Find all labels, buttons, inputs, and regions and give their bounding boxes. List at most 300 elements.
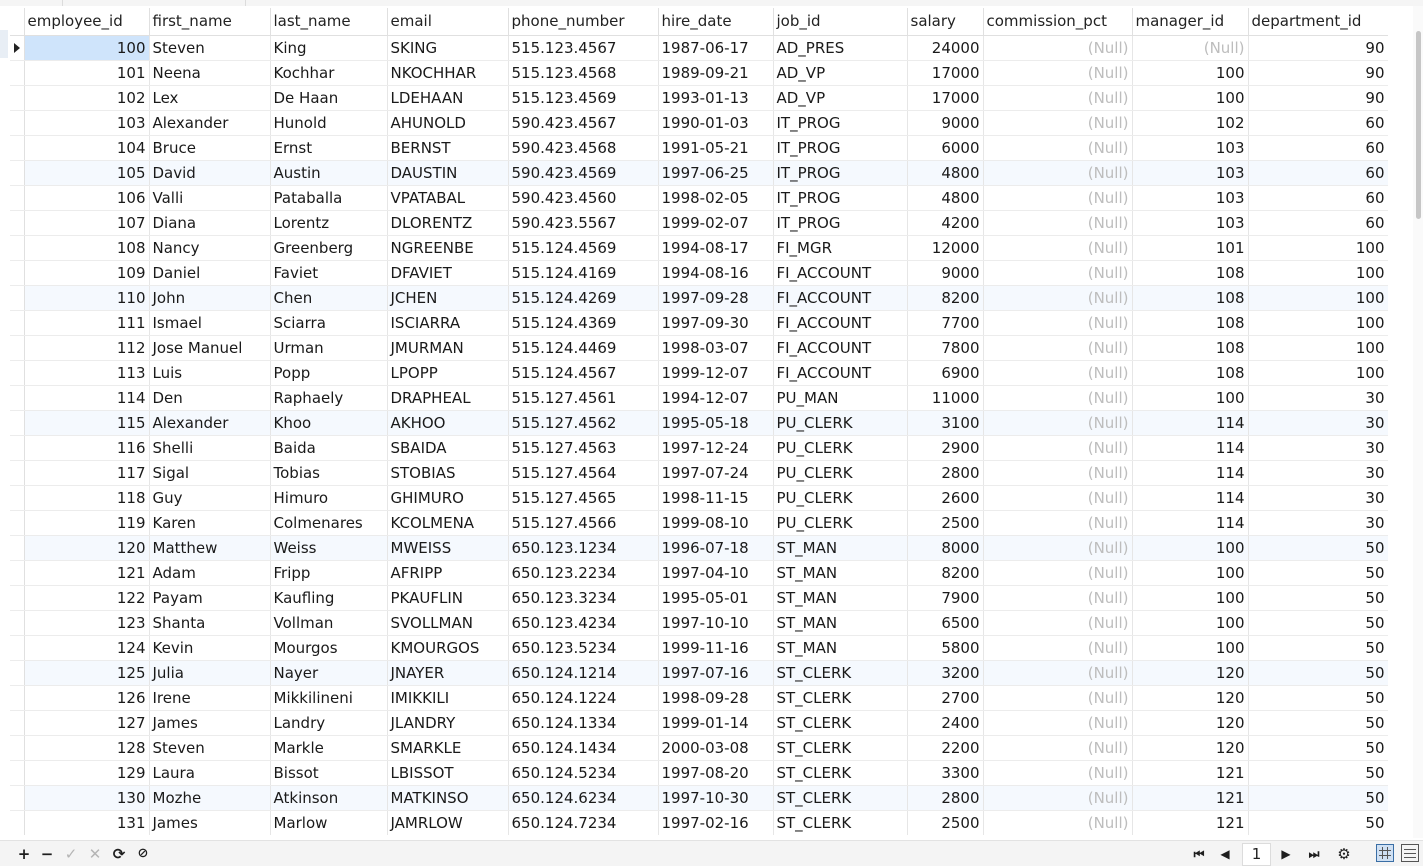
cell-manager_id[interactable]: 114 xyxy=(1132,485,1248,510)
cell-department_id[interactable]: 50 xyxy=(1248,735,1388,760)
row-indicator[interactable] xyxy=(10,710,24,735)
cell-first_name[interactable]: Ismael xyxy=(149,310,270,335)
cell-first_name[interactable]: Neena xyxy=(149,60,270,85)
cell-employee_id[interactable]: 115 xyxy=(24,410,149,435)
cell-last_name[interactable]: Fripp xyxy=(270,560,387,585)
cell-commission_pct[interactable]: (Null) xyxy=(983,485,1132,510)
cell-first_name[interactable]: Alexander xyxy=(149,410,270,435)
cell-salary[interactable]: 2500 xyxy=(907,810,983,835)
refresh-icon[interactable]: ⟳ xyxy=(112,845,126,863)
cell-manager_id[interactable]: 100 xyxy=(1132,560,1248,585)
cell-job_id[interactable]: PU_CLERK xyxy=(773,485,907,510)
cell-department_id[interactable]: 50 xyxy=(1248,635,1388,660)
cell-salary[interactable]: 17000 xyxy=(907,85,983,110)
cell-last_name[interactable]: Nayer xyxy=(270,660,387,685)
cell-employee_id[interactable]: 101 xyxy=(24,60,149,85)
cell-commission_pct[interactable]: (Null) xyxy=(983,460,1132,485)
cell-employee_id[interactable]: 129 xyxy=(24,760,149,785)
cell-job_id[interactable]: ST_MAN xyxy=(773,560,907,585)
cell-job_id[interactable]: IT_PROG xyxy=(773,185,907,210)
cell-email[interactable]: ISCIARRA xyxy=(387,310,508,335)
cell-department_id[interactable]: 30 xyxy=(1248,510,1388,535)
cell-hire_date[interactable]: 1999-12-07 xyxy=(658,360,773,385)
cell-salary[interactable]: 7800 xyxy=(907,335,983,360)
cell-first_name[interactable]: Jose Manuel xyxy=(149,335,270,360)
cell-last_name[interactable]: Urman xyxy=(270,335,387,360)
cell-commission_pct[interactable]: (Null) xyxy=(983,360,1132,385)
cell-first_name[interactable]: Payam xyxy=(149,585,270,610)
cell-job_id[interactable]: FI_ACCOUNT xyxy=(773,360,907,385)
table-row[interactable] xyxy=(10,260,1388,285)
cell-hire_date[interactable]: 1998-11-15 xyxy=(658,485,773,510)
cell-email[interactable]: JLANDRY xyxy=(387,710,508,735)
cell-job_id[interactable]: AD_VP xyxy=(773,85,907,110)
cell-first_name[interactable]: Steven xyxy=(149,735,270,760)
cell-salary[interactable]: 2500 xyxy=(907,510,983,535)
cell-department_id[interactable]: 50 xyxy=(1248,610,1388,635)
cell-job_id[interactable]: PU_CLERK xyxy=(773,410,907,435)
cell-employee_id[interactable]: 119 xyxy=(24,510,149,535)
cell-job_id[interactable]: IT_PROG xyxy=(773,135,907,160)
cell-phone_number[interactable]: 515.123.4568 xyxy=(508,60,658,85)
cell-email[interactable]: MWEISS xyxy=(387,535,508,560)
row-indicator[interactable] xyxy=(10,760,24,785)
cell-hire_date[interactable]: 1993-01-13 xyxy=(658,85,773,110)
cell-salary[interactable]: 9000 xyxy=(907,260,983,285)
cell-first_name[interactable]: Guy xyxy=(149,485,270,510)
cell-job_id[interactable]: ST_CLERK xyxy=(773,735,907,760)
cell-job_id[interactable]: FI_ACCOUNT xyxy=(773,285,907,310)
cell-salary[interactable]: 6900 xyxy=(907,360,983,385)
row-indicator[interactable] xyxy=(10,85,24,110)
cell-manager_id[interactable]: 121 xyxy=(1132,785,1248,810)
cell-last_name[interactable]: Baida xyxy=(270,435,387,460)
vertical-scrollbar[interactable] xyxy=(1413,6,1423,838)
table-row[interactable] xyxy=(10,710,1388,735)
cell-commission_pct[interactable]: (Null) xyxy=(983,810,1132,835)
cell-last_name[interactable]: Khoo xyxy=(270,410,387,435)
cell-salary[interactable]: 7900 xyxy=(907,585,983,610)
cell-last_name[interactable]: Sciarra xyxy=(270,310,387,335)
cell-commission_pct[interactable]: (Null) xyxy=(983,435,1132,460)
row-indicator[interactable] xyxy=(10,735,24,760)
cell-manager_id[interactable]: 121 xyxy=(1132,760,1248,785)
cell-commission_pct[interactable]: (Null) xyxy=(983,535,1132,560)
cell-manager_id[interactable]: 120 xyxy=(1132,710,1248,735)
cell-commission_pct[interactable]: (Null) xyxy=(983,260,1132,285)
cell-phone_number[interactable]: 515.124.4369 xyxy=(508,310,658,335)
cell-last_name[interactable]: Pataballa xyxy=(270,185,387,210)
cell-hire_date[interactable]: 1997-09-30 xyxy=(658,310,773,335)
row-indicator[interactable] xyxy=(10,185,24,210)
cell-employee_id[interactable]: 130 xyxy=(24,785,149,810)
cell-employee_id[interactable]: 112 xyxy=(24,335,149,360)
cell-manager_id[interactable]: 108 xyxy=(1132,260,1248,285)
cell-commission_pct[interactable]: (Null) xyxy=(983,285,1132,310)
cell-first_name[interactable]: Diana xyxy=(149,210,270,235)
row-indicator[interactable] xyxy=(10,810,24,835)
cell-employee_id[interactable]: 127 xyxy=(24,710,149,735)
cell-hire_date[interactable]: 1987-06-17 xyxy=(658,35,773,60)
cell-job_id[interactable]: AD_PRES xyxy=(773,35,907,60)
cell-last_name[interactable]: Weiss xyxy=(270,535,387,560)
cell-email[interactable]: DRAPHEAL xyxy=(387,385,508,410)
cell-manager_id[interactable]: 101 xyxy=(1132,235,1248,260)
cell-job_id[interactable]: ST_CLERK xyxy=(773,785,907,810)
column-header[interactable]: department_id xyxy=(1248,8,1388,35)
cell-hire_date[interactable]: 1997-06-25 xyxy=(658,160,773,185)
cell-phone_number[interactable]: 590.423.5567 xyxy=(508,210,658,235)
cell-email[interactable]: MATKINSO xyxy=(387,785,508,810)
cell-salary[interactable]: 9000 xyxy=(907,110,983,135)
cell-employee_id[interactable]: 114 xyxy=(24,385,149,410)
cell-employee_id[interactable]: 126 xyxy=(24,685,149,710)
table-row[interactable] xyxy=(10,610,1388,635)
cell-email[interactable]: LDEHAAN xyxy=(387,85,508,110)
cell-salary[interactable]: 12000 xyxy=(907,235,983,260)
row-indicator[interactable] xyxy=(10,160,24,185)
column-header[interactable]: salary xyxy=(907,8,983,35)
table-row[interactable] xyxy=(10,485,1388,510)
table-row[interactable] xyxy=(10,335,1388,360)
cell-last_name[interactable]: Kochhar xyxy=(270,60,387,85)
cell-hire_date[interactable]: 1995-05-18 xyxy=(658,410,773,435)
table-row[interactable] xyxy=(10,310,1388,335)
cell-job_id[interactable]: PU_CLERK xyxy=(773,460,907,485)
cell-first_name[interactable]: Luis xyxy=(149,360,270,385)
cell-email[interactable]: STOBIAS xyxy=(387,460,508,485)
cell-hire_date[interactable]: 1999-02-07 xyxy=(658,210,773,235)
cell-hire_date[interactable]: 1994-08-16 xyxy=(658,260,773,285)
cell-salary[interactable]: 2700 xyxy=(907,685,983,710)
cell-manager_id[interactable]: 100 xyxy=(1132,60,1248,85)
cell-phone_number[interactable]: 650.123.4234 xyxy=(508,610,658,635)
cell-last_name[interactable]: Faviet xyxy=(270,260,387,285)
cell-manager_id[interactable]: 121 xyxy=(1132,810,1248,835)
cell-salary[interactable]: 2900 xyxy=(907,435,983,460)
column-header[interactable]: manager_id xyxy=(1132,8,1248,35)
cell-email[interactable]: VPATABAL xyxy=(387,185,508,210)
cell-salary[interactable]: 6000 xyxy=(907,135,983,160)
cell-job_id[interactable]: ST_MAN xyxy=(773,585,907,610)
cell-employee_id[interactable]: 123 xyxy=(24,610,149,635)
cell-last_name[interactable]: King xyxy=(270,35,387,60)
cell-commission_pct[interactable]: (Null) xyxy=(983,310,1132,335)
cell-salary[interactable]: 8200 xyxy=(907,285,983,310)
cell-commission_pct[interactable]: (Null) xyxy=(983,210,1132,235)
cell-manager_id[interactable]: 120 xyxy=(1132,660,1248,685)
cell-first_name[interactable]: John xyxy=(149,285,270,310)
cell-first_name[interactable]: Shelli xyxy=(149,435,270,460)
cell-last_name[interactable]: De Haan xyxy=(270,85,387,110)
cell-department_id[interactable]: 60 xyxy=(1248,185,1388,210)
cell-commission_pct[interactable]: (Null) xyxy=(983,35,1132,60)
cell-job_id[interactable]: IT_PROG xyxy=(773,110,907,135)
cell-job_id[interactable]: FI_ACCOUNT xyxy=(773,260,907,285)
cell-phone_number[interactable]: 590.423.4569 xyxy=(508,160,658,185)
cell-email[interactable]: SBAIDA xyxy=(387,435,508,460)
cell-manager_id[interactable]: 108 xyxy=(1132,335,1248,360)
cell-department_id[interactable]: 90 xyxy=(1248,85,1388,110)
cell-hire_date[interactable]: 1990-01-03 xyxy=(658,110,773,135)
row-indicator[interactable] xyxy=(10,585,24,610)
table-row[interactable] xyxy=(10,760,1388,785)
cell-employee_id[interactable]: 110 xyxy=(24,285,149,310)
cell-phone_number[interactable]: 650.123.1234 xyxy=(508,535,658,560)
cell-department_id[interactable]: 50 xyxy=(1248,585,1388,610)
cell-department_id[interactable]: 100 xyxy=(1248,285,1388,310)
cell-last_name[interactable]: Landry xyxy=(270,710,387,735)
cell-hire_date[interactable]: 1996-07-18 xyxy=(658,535,773,560)
cell-phone_number[interactable]: 515.124.4567 xyxy=(508,360,658,385)
cell-commission_pct[interactable]: (Null) xyxy=(983,335,1132,360)
table-row[interactable] xyxy=(10,735,1388,760)
cell-manager_id[interactable]: 100 xyxy=(1132,585,1248,610)
cell-manager_id[interactable]: 114 xyxy=(1132,510,1248,535)
cell-phone_number[interactable]: 515.124.4269 xyxy=(508,285,658,310)
cell-employee_id[interactable]: 105 xyxy=(24,160,149,185)
column-header[interactable]: employee_id xyxy=(24,8,149,35)
row-indicator[interactable] xyxy=(10,60,24,85)
cell-phone_number[interactable]: 515.123.4567 xyxy=(508,35,658,60)
cell-phone_number[interactable]: 515.123.4569 xyxy=(508,85,658,110)
cell-employee_id[interactable]: 111 xyxy=(24,310,149,335)
cell-department_id[interactable]: 90 xyxy=(1248,35,1388,60)
row-indicator[interactable] xyxy=(10,685,24,710)
cell-hire_date[interactable]: 1999-08-10 xyxy=(658,510,773,535)
cell-manager_id[interactable]: 100 xyxy=(1132,385,1248,410)
cell-phone_number[interactable]: 515.127.4565 xyxy=(508,485,658,510)
cell-phone_number[interactable]: 650.124.5234 xyxy=(508,760,658,785)
cell-job_id[interactable]: AD_VP xyxy=(773,60,907,85)
table-row[interactable] xyxy=(10,585,1388,610)
cell-job_id[interactable]: ST_CLERK xyxy=(773,660,907,685)
cell-department_id[interactable]: 60 xyxy=(1248,110,1388,135)
cell-department_id[interactable]: 50 xyxy=(1248,760,1388,785)
cell-commission_pct[interactable]: (Null) xyxy=(983,735,1132,760)
cell-email[interactable]: DAUSTIN xyxy=(387,160,508,185)
cell-salary[interactable]: 8200 xyxy=(907,560,983,585)
table-row[interactable] xyxy=(10,35,1388,60)
column-header[interactable]: job_id xyxy=(773,8,907,35)
page-number-input[interactable]: 1 xyxy=(1242,843,1271,866)
cell-hire_date[interactable]: 1997-07-24 xyxy=(658,460,773,485)
cell-email[interactable]: BERNST xyxy=(387,135,508,160)
row-indicator[interactable] xyxy=(10,385,24,410)
cell-salary[interactable]: 11000 xyxy=(907,385,983,410)
cell-email[interactable]: JNAYER xyxy=(387,660,508,685)
cell-first_name[interactable]: Bruce xyxy=(149,135,270,160)
column-header[interactable]: phone_number xyxy=(508,8,658,35)
cell-employee_id[interactable]: 120 xyxy=(24,535,149,560)
cell-employee_id[interactable]: 121 xyxy=(24,560,149,585)
cell-manager_id[interactable]: 108 xyxy=(1132,310,1248,335)
cell-salary[interactable]: 2600 xyxy=(907,485,983,510)
cell-department_id[interactable]: 60 xyxy=(1248,135,1388,160)
cell-hire_date[interactable]: 2000-03-08 xyxy=(658,735,773,760)
cell-employee_id[interactable]: 116 xyxy=(24,435,149,460)
cell-last_name[interactable]: Bissot xyxy=(270,760,387,785)
grid-view-icon[interactable] xyxy=(1376,844,1394,862)
cell-first_name[interactable]: Matthew xyxy=(149,535,270,560)
cell-first_name[interactable]: Alexander xyxy=(149,110,270,135)
cell-last_name[interactable]: Chen xyxy=(270,285,387,310)
cell-email[interactable]: GHIMURO xyxy=(387,485,508,510)
cell-employee_id[interactable]: 103 xyxy=(24,110,149,135)
table-row[interactable] xyxy=(10,660,1388,685)
cell-department_id[interactable]: 30 xyxy=(1248,485,1388,510)
cell-commission_pct[interactable]: (Null) xyxy=(983,135,1132,160)
cell-department_id[interactable]: 100 xyxy=(1248,335,1388,360)
cell-email[interactable]: SMARKLE xyxy=(387,735,508,760)
row-indicator[interactable] xyxy=(10,360,24,385)
cell-department_id[interactable]: 50 xyxy=(1248,560,1388,585)
cell-manager_id[interactable]: 108 xyxy=(1132,360,1248,385)
cell-employee_id[interactable]: 109 xyxy=(24,260,149,285)
cell-job_id[interactable]: FI_MGR xyxy=(773,235,907,260)
cell-first_name[interactable]: Daniel xyxy=(149,260,270,285)
cell-manager_id[interactable]: 108 xyxy=(1132,285,1248,310)
cell-hire_date[interactable]: 1998-02-05 xyxy=(658,185,773,210)
column-header[interactable]: email xyxy=(387,8,508,35)
cell-hire_date[interactable]: 1998-03-07 xyxy=(658,335,773,360)
table-row[interactable] xyxy=(10,410,1388,435)
cell-first_name[interactable]: Kevin xyxy=(149,635,270,660)
row-indicator[interactable] xyxy=(10,210,24,235)
cell-salary[interactable]: 7700 xyxy=(907,310,983,335)
cell-phone_number[interactable]: 650.124.1334 xyxy=(508,710,658,735)
cell-job_id[interactable]: ST_CLERK xyxy=(773,685,907,710)
cell-first_name[interactable]: Steven xyxy=(149,35,270,60)
cell-phone_number[interactable]: 515.127.4562 xyxy=(508,410,658,435)
row-indicator[interactable] xyxy=(10,260,24,285)
table-row[interactable] xyxy=(10,635,1388,660)
cell-employee_id[interactable]: 113 xyxy=(24,360,149,385)
cell-email[interactable]: LPOPP xyxy=(387,360,508,385)
cell-department_id[interactable]: 90 xyxy=(1248,60,1388,85)
cell-first_name[interactable]: Karen xyxy=(149,510,270,535)
cell-department_id[interactable]: 100 xyxy=(1248,360,1388,385)
cell-job_id[interactable]: IT_PROG xyxy=(773,160,907,185)
cell-commission_pct[interactable]: (Null) xyxy=(983,60,1132,85)
row-indicator[interactable] xyxy=(10,785,24,810)
table-row[interactable] xyxy=(10,360,1388,385)
cell-email[interactable]: SKING xyxy=(387,35,508,60)
cell-employee_id[interactable]: 125 xyxy=(24,660,149,685)
cell-last_name[interactable]: Himuro xyxy=(270,485,387,510)
cell-phone_number[interactable]: 650.124.1434 xyxy=(508,735,658,760)
cell-hire_date[interactable]: 1989-09-21 xyxy=(658,60,773,85)
cell-phone_number[interactable]: 650.124.1214 xyxy=(508,660,658,685)
cell-employee_id[interactable]: 104 xyxy=(24,135,149,160)
column-header[interactable]: commission_pct xyxy=(983,8,1132,35)
cell-hire_date[interactable]: 1997-04-10 xyxy=(658,560,773,585)
cell-department_id[interactable]: 50 xyxy=(1248,810,1388,835)
table-row[interactable] xyxy=(10,110,1388,135)
cell-phone_number[interactable]: 515.127.4566 xyxy=(508,510,658,535)
cell-hire_date[interactable]: 1997-10-30 xyxy=(658,785,773,810)
cell-department_id[interactable]: 50 xyxy=(1248,710,1388,735)
cell-manager_id[interactable]: 114 xyxy=(1132,410,1248,435)
row-indicator[interactable] xyxy=(10,610,24,635)
cell-commission_pct[interactable]: (Null) xyxy=(983,710,1132,735)
cell-phone_number[interactable]: 515.127.4564 xyxy=(508,460,658,485)
row-indicator[interactable] xyxy=(10,460,24,485)
cell-employee_id[interactable]: 124 xyxy=(24,635,149,660)
cell-job_id[interactable]: PU_CLERK xyxy=(773,435,907,460)
cell-email[interactable]: NGREENBE xyxy=(387,235,508,260)
cell-last_name[interactable]: Ernst xyxy=(270,135,387,160)
cell-email[interactable]: KCOLMENA xyxy=(387,510,508,535)
table-row[interactable] xyxy=(10,460,1388,485)
cell-department_id[interactable]: 100 xyxy=(1248,310,1388,335)
cell-salary[interactable]: 6500 xyxy=(907,610,983,635)
cell-phone_number[interactable]: 650.124.6234 xyxy=(508,785,658,810)
table-row[interactable] xyxy=(10,285,1388,310)
table-row[interactable] xyxy=(10,235,1388,260)
cell-last_name[interactable]: Markle xyxy=(270,735,387,760)
cell-phone_number[interactable]: 650.124.7234 xyxy=(508,810,658,835)
row-indicator[interactable] xyxy=(10,110,24,135)
row-indicator[interactable] xyxy=(10,235,24,260)
table-row[interactable] xyxy=(10,685,1388,710)
cell-phone_number[interactable]: 515.124.4169 xyxy=(508,260,658,285)
column-header[interactable]: hire_date xyxy=(658,8,773,35)
cell-commission_pct[interactable]: (Null) xyxy=(983,510,1132,535)
table-row[interactable] xyxy=(10,785,1388,810)
cell-email[interactable]: AFRIPP xyxy=(387,560,508,585)
cell-job_id[interactable]: FI_ACCOUNT xyxy=(773,335,907,360)
cell-first_name[interactable]: James xyxy=(149,810,270,835)
x-icon[interactable]: ✕ xyxy=(88,845,102,863)
cell-last_name[interactable]: Raphaely xyxy=(270,385,387,410)
table-row[interactable] xyxy=(10,210,1388,235)
cell-last_name[interactable]: Colmenares xyxy=(270,510,387,535)
cell-email[interactable]: JCHEN xyxy=(387,285,508,310)
cell-job_id[interactable]: ST_CLERK xyxy=(773,760,907,785)
cell-last_name[interactable]: Lorentz xyxy=(270,210,387,235)
cell-first_name[interactable]: Sigal xyxy=(149,460,270,485)
cell-commission_pct[interactable]: (Null) xyxy=(983,785,1132,810)
cell-job_id[interactable]: FI_ACCOUNT xyxy=(773,310,907,335)
cell-manager_id[interactable]: 103 xyxy=(1132,185,1248,210)
cell-manager_id[interactable]: 114 xyxy=(1132,460,1248,485)
cell-commission_pct[interactable]: (Null) xyxy=(983,160,1132,185)
table-row[interactable] xyxy=(10,85,1388,110)
cell-salary[interactable]: 3300 xyxy=(907,760,983,785)
cell-department_id[interactable]: 30 xyxy=(1248,435,1388,460)
cell-job_id[interactable]: ST_MAN xyxy=(773,635,907,660)
cell-manager_id[interactable]: 102 xyxy=(1132,110,1248,135)
cell-first_name[interactable]: Adam xyxy=(149,560,270,585)
cell-commission_pct[interactable]: (Null) xyxy=(983,685,1132,710)
cell-department_id[interactable]: 50 xyxy=(1248,785,1388,810)
cell-email[interactable]: KMOURGOS xyxy=(387,635,508,660)
cell-job_id[interactable]: ST_CLERK xyxy=(773,710,907,735)
cell-hire_date[interactable]: 1997-02-16 xyxy=(658,810,773,835)
cell-manager_id[interactable]: (Null) xyxy=(1132,35,1248,60)
cell-commission_pct[interactable]: (Null) xyxy=(983,385,1132,410)
cell-manager_id[interactable]: 100 xyxy=(1132,85,1248,110)
cell-employee_id[interactable]: 128 xyxy=(24,735,149,760)
table-row[interactable] xyxy=(10,185,1388,210)
table-row[interactable] xyxy=(10,510,1388,535)
data-grid[interactable] xyxy=(10,8,1388,835)
last-page-icon[interactable]: ⏭ xyxy=(1308,847,1320,861)
row-indicator[interactable] xyxy=(10,335,24,360)
cell-phone_number[interactable]: 515.124.4469 xyxy=(508,335,658,360)
cell-last_name[interactable]: Mourgos xyxy=(270,635,387,660)
